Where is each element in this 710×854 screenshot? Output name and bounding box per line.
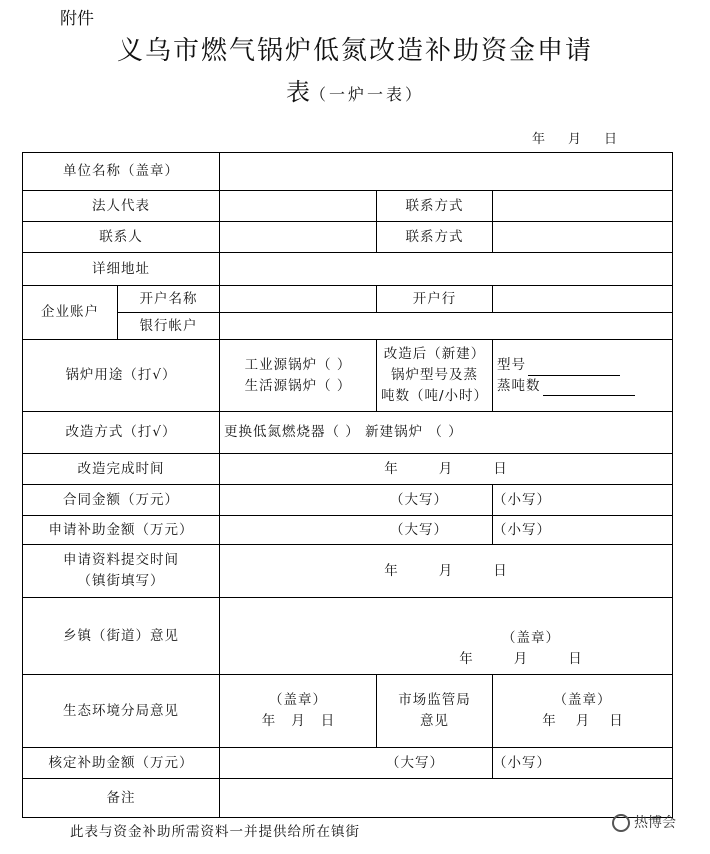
contact-method-field[interactable] — [493, 191, 673, 222]
year-text: 年 — [261, 713, 276, 729]
after-reform-label — [377, 340, 493, 412]
row-contact-person — [23, 222, 673, 253]
eco-seal-text: （盖章） — [269, 692, 327, 709]
contact-method-field-2[interactable] — [493, 222, 673, 253]
year-text: 年 — [542, 713, 556, 729]
row-completion-time — [23, 454, 673, 485]
page-title-line2 — [0, 72, 710, 107]
form-date — [532, 128, 618, 147]
legal-rep-label: 法人代表 — [23, 191, 220, 222]
model-steam-field[interactable] — [493, 340, 673, 412]
bank-account-field[interactable] — [220, 313, 673, 340]
after-reform-line1: 改造后（新建） — [383, 346, 486, 363]
boiler-use-options[interactable] — [220, 340, 377, 412]
row-town-opinion — [23, 598, 673, 675]
row-contract-amount — [23, 485, 673, 516]
market-seal-text: （盖章） — [553, 692, 612, 709]
apply-amount-label: 申请补助金额（万元） — [23, 516, 220, 545]
attachment-label: 附件 — [60, 9, 94, 29]
approved-amount-label: 核定补助金额（万元） — [23, 748, 220, 779]
day-text: 日 — [493, 460, 508, 477]
title-suffix: 表 — [285, 78, 310, 106]
day-text: 日 — [320, 713, 335, 729]
contract-amount-label: 合同金额（万元） — [23, 485, 220, 516]
watermark-logo — [612, 812, 676, 832]
market-line2: 意见 — [420, 713, 449, 729]
wechat-icon — [612, 814, 630, 832]
contact-person-label: 联系人 — [23, 222, 220, 253]
row-remark — [23, 779, 673, 818]
application-form — [22, 152, 673, 818]
account-name-label: 开户名称 — [118, 286, 220, 313]
industrial-boiler-option[interactable]: 工业源锅炉（ ） — [244, 356, 352, 373]
month-text: 月 — [438, 562, 454, 579]
contact-method-label: 联系方式 — [377, 191, 493, 222]
row-reform-mode — [23, 412, 673, 454]
page-title: 义乌市燃气锅炉低氮改造补助资金申请 — [116, 36, 593, 66]
domestic-boiler-option[interactable]: 生活源锅炉（ ） — [244, 377, 352, 394]
row-eco-opinion — [23, 675, 673, 748]
date-year: 年 — [532, 132, 547, 147]
row-submit-time — [23, 545, 673, 598]
row-address — [23, 253, 673, 286]
submit-time-label — [23, 545, 220, 598]
row-account-name — [23, 286, 673, 313]
model-line[interactable] — [497, 355, 668, 376]
eco-date — [224, 711, 372, 732]
month-text: 月 — [513, 651, 529, 668]
approved-amount-xiaoxie[interactable]: （小写） — [493, 748, 673, 779]
day-text: 日 — [568, 651, 583, 668]
reform-mode-options[interactable]: 更换低氮燃烧器（ ） 新建锅炉 （ ） — [220, 412, 673, 454]
title-subtitle: （一炉一表） — [309, 85, 424, 104]
steam-underline[interactable] — [543, 382, 635, 396]
date-day: 日 — [604, 132, 619, 147]
month-text: 月 — [291, 713, 305, 729]
day-text: 日 — [609, 713, 623, 729]
month-text: 月 — [438, 460, 454, 477]
model-label: 型号 — [497, 356, 526, 373]
date-month: 月 — [568, 132, 583, 147]
market-date — [497, 711, 668, 732]
submit-time-field[interactable] — [220, 545, 673, 598]
eco-opinion-label: 生态环境分局意见 — [23, 675, 220, 748]
after-reform-line2: 锅炉型号及蒸 — [391, 367, 478, 384]
bank-label: 开户行 — [377, 286, 493, 313]
reform-mode-label: 改造方式（打√） — [23, 412, 220, 454]
row-apply-amount — [23, 516, 673, 545]
enterprise-account-label: 企业账户 — [23, 286, 118, 340]
market-opinion-field[interactable] — [493, 675, 673, 748]
town-opinion-field[interactable] — [220, 598, 673, 675]
market-opinion-label — [377, 675, 493, 748]
unit-name-label: 单位名称（盖章） — [23, 153, 220, 191]
boiler-use-label: 锅炉用途（打√） — [23, 340, 220, 412]
year-text: 年 — [384, 562, 399, 579]
contract-amount-daxie[interactable]: （大写） — [220, 485, 493, 516]
town-date — [224, 649, 668, 670]
footer-note: 此表与资金补助所需资料一并提供给所在镇街 — [70, 824, 360, 840]
row-approved-amount — [23, 748, 673, 779]
model-underline[interactable] — [528, 362, 620, 376]
completion-time-field[interactable] — [220, 454, 673, 485]
year-text: 年 — [459, 651, 474, 668]
day-text: 日 — [493, 562, 508, 579]
legal-rep-field[interactable] — [220, 191, 377, 222]
approved-amount-daxie[interactable]: （大写） — [220, 748, 493, 779]
steam-line[interactable] — [497, 376, 668, 397]
row-unit-name — [23, 153, 673, 191]
contract-amount-xiaoxie[interactable]: （小写） — [493, 485, 673, 516]
apply-amount-daxie[interactable]: （大写） — [220, 516, 493, 545]
row-legal-rep — [23, 191, 673, 222]
contact-method-label-2: 联系方式 — [377, 222, 493, 253]
year-text: 年 — [384, 460, 399, 477]
eco-opinion-field[interactable] — [220, 675, 377, 748]
account-name-field[interactable] — [220, 286, 377, 313]
contact-person-field[interactable] — [220, 222, 377, 253]
bank-field[interactable] — [493, 286, 673, 313]
town-seal-text: （盖章） — [502, 630, 560, 647]
apply-amount-xiaoxie[interactable]: （小写） — [493, 516, 673, 545]
row-bank-account — [23, 313, 673, 340]
month-text: 月 — [575, 713, 590, 729]
after-reform-line3: 吨数（吨/小时） — [380, 387, 489, 404]
steam-tons-label: 蒸吨数 — [497, 377, 541, 394]
bank-account-label: 银行帐户 — [118, 313, 220, 340]
market-line1: 市场监管局 — [398, 692, 471, 709]
watermark-text: 热博会 — [634, 815, 676, 831]
address-field[interactable] — [220, 253, 673, 286]
address-label: 详细地址 — [23, 253, 220, 286]
submit-time-line1: 申请资料提交时间 — [63, 552, 179, 569]
row-boiler-use — [23, 340, 673, 412]
unit-name-field[interactable] — [220, 153, 673, 191]
remark-label: 备注 — [23, 779, 220, 818]
completion-time-label: 改造完成时间 — [23, 454, 220, 485]
remark-field[interactable] — [220, 779, 673, 818]
submit-time-line2: （镇街填写） — [77, 573, 165, 589]
town-opinion-label: 乡镇（街道）意见 — [23, 598, 220, 675]
